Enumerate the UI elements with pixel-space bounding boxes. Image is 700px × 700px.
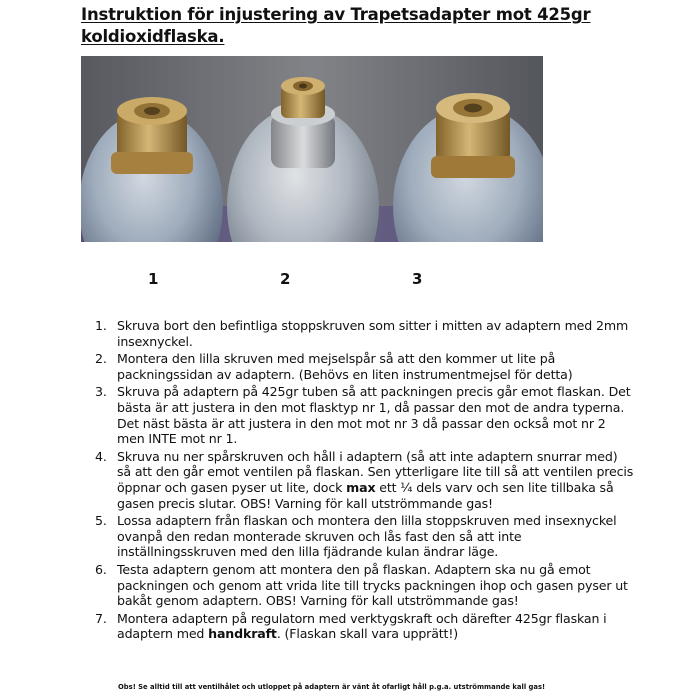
- step-text: . (Flaskan skall vara upprätt!): [276, 626, 459, 642]
- step-number: 4.: [95, 448, 107, 464]
- step-text: Skruva bort den befintliga stoppskruven som sitter i mitten av adaptern med 2mm insexnyckel.: [117, 318, 629, 349]
- step-number: 6.: [95, 561, 107, 577]
- instruction-step: [95, 384, 635, 446]
- bottle-photo: [81, 56, 543, 242]
- instruction-step: [95, 562, 635, 609]
- instruction-step: [95, 611, 635, 642]
- instruction-list: [95, 318, 635, 644]
- step-emphasis: max: [346, 479, 376, 495]
- step-text: Skruva på adaptern på 425gr tuben så att packningen precis går emot flaskan. Det bästa är att justera in den mot flasktyp nr 1, då passar den mot de andra typerna. Det näst bästa är att justera in den mot mot nr 3 då passar den också mot nr 2 men INTE mot nr 1.: [117, 384, 631, 447]
- step-text: Montera adaptern på regulatorn med verktygskraft och därefter 425gr flaskan i adaptern med: [117, 610, 607, 642]
- instruction-step: [95, 318, 635, 349]
- photo-label-3: 3: [412, 270, 423, 288]
- step-number: 3.: [95, 384, 107, 400]
- step-emphasis: handkraft: [208, 626, 277, 642]
- instruction-step: [95, 449, 635, 511]
- step-number: 7.: [95, 610, 107, 626]
- step-text: Testa adaptern genom att montera den på flaskan. Adaptern ska nu gå emot packningen och genom att vrida lite till trycks packningen ihop och gasen pyser ut bakåt genom adaptern. OBS! Varning för kall utströmmande gas!: [117, 561, 628, 609]
- step-number: 5.: [95, 513, 107, 529]
- step-text: Montera den lilla skruven med mejselspår så att den kommer ut lite på packningssidan av adaptern. (Behövs en liten instrumentmejsel för detta): [117, 351, 573, 382]
- photo-label-2: 2: [280, 270, 291, 288]
- step-text: Skruva nu ner spårskruven och håll i adaptern (så att inte adaptern snurrar med) så att den går emot ventilen på flaskan. Sen ytterligare lite till så att ventilen precis öppnar och gasen pyser ut lite, dock: [117, 448, 634, 495]
- document-title: Instruktion för injustering av Trapetsadapter mot 425gr koldioxidflaska.: [81, 5, 591, 46]
- safety-footnote: Obs! Se alltid till att ventilhålet och utloppet på adaptern är vänt åt ofarligt håll p.g.a. utströmmande kall gas!: [118, 683, 546, 691]
- step-text: Lossa adaptern från flaskan och montera den lilla stoppskruven med insexnyckel ovanpå den redan monterade skruven och lås fast den så att inte inställningsskruven med den lilla fjädrande kulan ändrar läge.: [117, 513, 617, 560]
- step-number: 2.: [95, 351, 107, 367]
- step-text: ett ¼ dels varv och sen lite tillbaka så gasen precis slutar. OBS! Varning för kall utströmmande gas!: [117, 479, 614, 511]
- photo-label-1: 1: [148, 270, 159, 288]
- instruction-step: [95, 351, 635, 382]
- instruction-step: [95, 513, 635, 560]
- step-number: 1.: [95, 318, 107, 333]
